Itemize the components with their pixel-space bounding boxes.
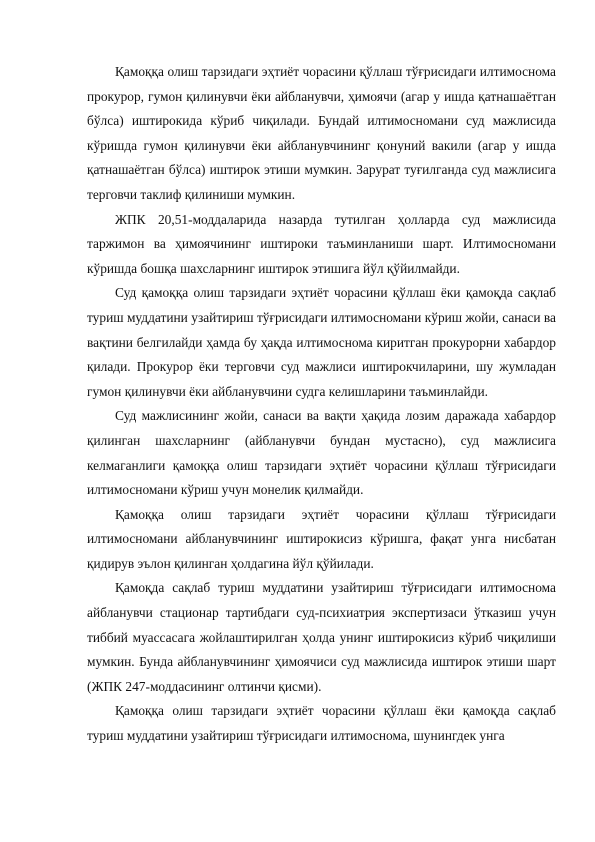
paragraph-7: Қамоққа олиш тарзидаги эҳтиёт чорасини қўллаш ёки қамоқда сақлаб туриш муддатини узайтириш тўғрисидаги илтимоснома, шунингдек унга [87, 703, 556, 744]
paragraph-5: Қамоққа олиш тарзидаги эҳтиёт чорасини қўллаш тўғрисидаги илтимосномани айбланувчининг иштирокисиз кўришга, фақат унга нисбатан қидирув эълон қилинган ҳолдагина йўл қўйилади. [87, 506, 556, 571]
paragraph-4: Суд мажлисининг жойи, санаси ва вақти ҳақида лозим даражада хабардор қилинган шахсларнинг (айбланувчи бундан мустасно), суд мажлисига келмаганлиги қамоққа олиш тарзидаги эҳтиёт чорасини қўллаш тўғрисидаги илтимосномани кўриш учун монелик қилмайди. [87, 408, 556, 498]
document-page [87, 60, 556, 749]
paragraph-2: ЖПК 20,51-моддаларида назарда тутилган ҳолларда суд мажлисида таржимон ва ҳимоячининг иштироки таъминланиши шарт. Илтимосномани кўришда бошқа шахсларнинг иштирок этишига йўл қўйилмайди. [87, 211, 556, 276]
paragraph-1: Қамоққа олиш тарзидаги эҳтиёт чорасини қўллаш тўғрисидаги илтимоснома прокурор, гумон қилинувчи ёки айбланувчи, ҳимоячи (агар у ишда қатнашаётган бўлса) иштирокида кўриб чиқилади. Бундай илтимосномани суд мажлисида кўришда гумон қилинувчи ёки айбланувчининг қонуний вакили (агар у ишда қатнашаётган бўлса) иштирок этиши мумкин. Зарурат туғилганда суд мажлисига терговчи таклиф қилиниши мумкин. [87, 64, 556, 202]
paragraph-3: Суд қамоққа олиш тарзидаги эҳтиёт чорасини қўллаш ёки қамоқда сақлаб туриш муддатини узайтириш тўғрисидаги илтимосномани кўриш жойи, санаси ва вақтини белгилайди ҳамда бу ҳақда илтимоснома киритган прокурорни хабардор қилади. Прокурор ёки терговчи суд мажлиси иштирокчиларини, шу жумладан гумон қилинувчи ёки айбланувчини судга келишларини таъминлайди. [87, 285, 556, 399]
paragraph-6: Қамоқда сақлаб туриш муддатини узайтириш тўғрисидаги илтимоснома айбланувчи стационар тартибдаги суд-психиатрия экспертизаси ўтказиш учун тиббий муассасага жойлаштирилган ҳолда унинг иштирокисиз кўриб чиқилиши мумкин. Бунда айбланувчининг ҳимоячиси суд мажлисида иштирок этиши шарт (ЖПК 247-моддасининг олтинчи қисми). [87, 580, 556, 694]
